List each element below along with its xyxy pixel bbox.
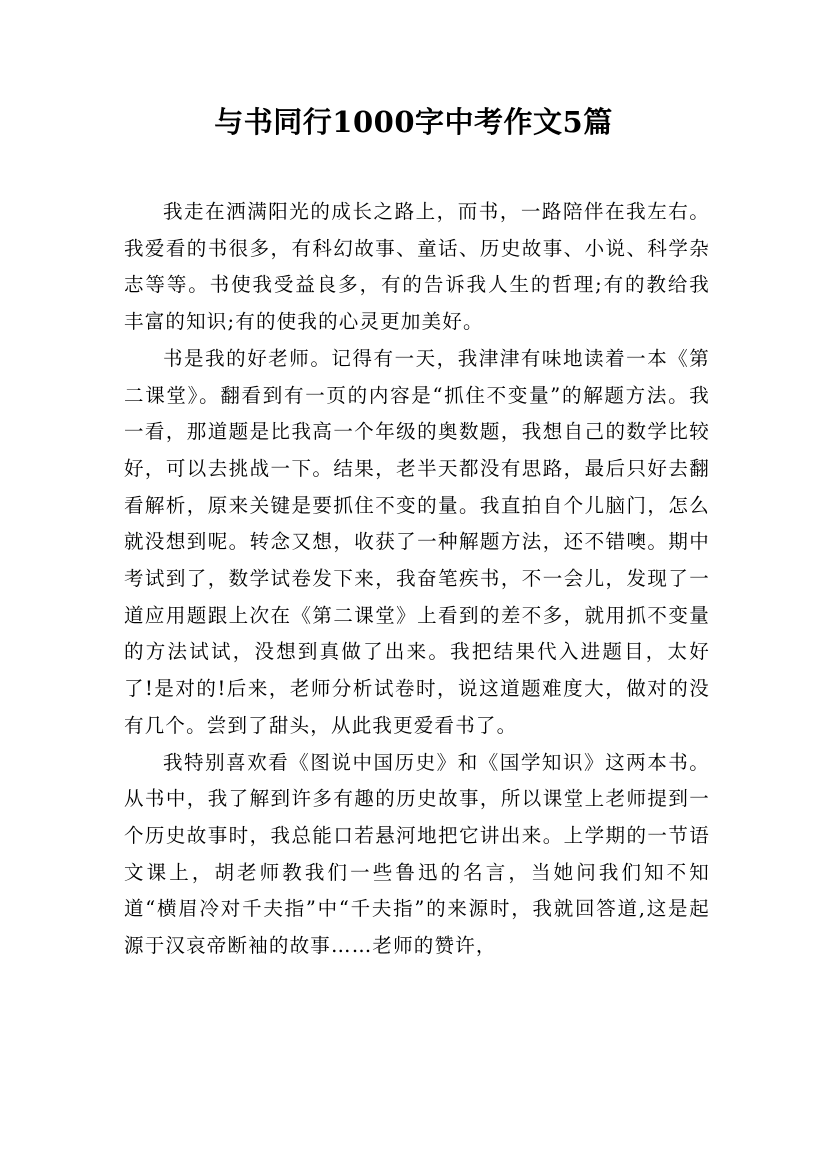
paragraph: 我走在洒满阳光的成长之路上，而书，一路陪伴在我左右。我爱看的书很多，有科幻故事、童话、历史故事、小说、科学杂志等等。书使我受益良多，有的告诉我人生的哲理;有的教给我丰富的知识;有的使我的心灵更加美好。 bbox=[124, 200, 710, 334]
document-title: 与书同行1000字中考作文5篇 bbox=[214, 105, 613, 139]
paragraph: 我特别喜欢看《图说中国历史》和《国学知识》这两本书。从书中，我了解到许多有趣的历史故事，所以课堂上老师提到一个历史故事时，我总能口若悬河地把它讲出来。上学期的一节语文课上，胡老师教我们一些鲁迅的名言，当她问我们知不知道“横眉冷对千夫指”中“千夫指”的来源时，我就回答道,这是起源于汉哀帝断袖的故事……老师的赞许， bbox=[124, 750, 710, 958]
paragraph: 书是我的好老师。记得有一天，我津津有味地读着一本《第二课堂》。翻看到有一页的内容是“抓住不变量”的解题方法。我一看，那道题是比我高一个年级的奥数题，我想自己的数学比较好，可以去挑战一下。结果，老半天都没有思路，最后只好去翻看解析，原来关键是要抓住不变的量。我直拍自个儿脑门，怎么就没想到呢。转念又想，收获了一种解题方法，还不错噢。期中考试到了，数学试卷发下来，我奋笔疾书，不一会儿，发现了一道应用题跟上次在《第二课堂》上看到的差不多，就用抓不变量的方法试试，没想到真做了出来。我把结果代入进题目，太好了!是对的!后来，老师分析试卷时，说这道题难度大，做对的没有几个。尝到了甜头，从此我更爱看书了。 bbox=[124, 346, 710, 737]
document-body bbox=[124, 194, 710, 965]
